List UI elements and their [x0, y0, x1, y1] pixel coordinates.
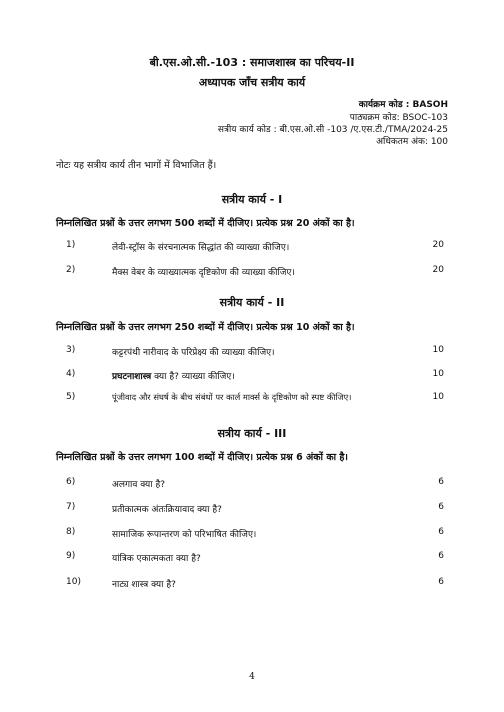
question-text: पूंजीवाद और संघर्ष के बीच संबंधों पर कार्ल मार्क्स के दृष्टिकोण को स्पष्ट कीजिए। — [112, 392, 352, 402]
note-text: नोटः यह सत्रीय कार्य तीन भागों में विभाजित हैं। — [56, 160, 217, 171]
section-instruction: निम्नलिखित प्रश्नों के उत्तर लगभग 100 शब्दों में दीजिए। प्रत्येक प्रश्न 6 अंकों का है। — [56, 452, 349, 463]
question-marks: 6 — [438, 551, 444, 561]
question-marks: 6 — [438, 477, 444, 487]
question-text: नाट्य शास्त्र क्या है? — [112, 580, 176, 590]
question-number: 1) — [66, 240, 76, 250]
question-number: 10) — [66, 577, 81, 587]
question-marks: 6 — [438, 502, 444, 512]
question-text: सामाजिक रूपान्तरण को परिभाषित कीजिए। — [112, 530, 257, 540]
max-marks: अधिकतम अंक: 100 — [376, 137, 448, 147]
question-marks: 20 — [432, 240, 444, 250]
question-number: 5) — [66, 392, 76, 402]
section-instruction: निम्नलिखित प्रश्नों के उत्तर लगभग 250 शब्दों में दीजिए। प्रत्येक प्रश्न 10 अंकों का है। — [56, 322, 355, 333]
question-marks: 6 — [438, 577, 444, 587]
course-code: पाठ्यक्रम कोड: BSOC-103 — [349, 113, 448, 123]
question-number: 7) — [66, 502, 76, 512]
question-keyword: प्रघटनाशास्त्र — [112, 372, 152, 382]
question-marks: 10 — [432, 369, 444, 379]
question-text-rest: क्या है? व्याख्या कीजिए। — [151, 372, 235, 382]
question-number: 9) — [66, 551, 76, 561]
question-text — [112, 369, 235, 382]
question-number: 4) — [66, 369, 76, 379]
question-text: मैक्स वेबर के व्याख्यात्मक दृष्टिकोण की व्याख्या कीजिए। — [112, 268, 295, 278]
question-text: यांत्रिक एकात्मकता क्या है? — [112, 554, 201, 564]
question-number: 6) — [66, 477, 76, 487]
question-number: 2) — [66, 265, 76, 275]
section-instruction: निम्नलिखित प्रश्नों के उत्तर लगभग 500 शब्दों में दीजिए। प्रत्येक प्रश्न 20 अंकों का है। — [56, 218, 355, 229]
assignment-code: सत्रीय कार्य कोड : बी.एस.ओ.सी -103 /ए.एस.टी./TMA/2024-25 — [217, 125, 448, 135]
page-number: 4 — [249, 672, 255, 682]
section-title: सत्रीय कार्य - I — [221, 193, 283, 206]
question-number: 8) — [66, 527, 76, 537]
question-marks: 10 — [432, 392, 444, 402]
question-text: लेवी-स्ट्रॉस के संरचनात्मक सिद्धांत की व्याख्या कीजिए। — [112, 243, 290, 253]
question-marks: 6 — [438, 527, 444, 537]
question-text: कट्टरपंथी नारीवाद के परिप्रेक्ष्य की व्याख्या कीजिए। — [112, 348, 275, 358]
question-number: 3) — [66, 345, 76, 355]
question-marks: 10 — [432, 345, 444, 355]
section-title: सत्रीय कार्य - III — [217, 427, 287, 440]
course-title: बी.एस.ओ.सी.-103 : समाजशास्त्र का परिचय-II — [149, 56, 355, 69]
question-text: अलगाव क्या है? — [112, 480, 166, 490]
question-text: प्रतीकात्मक अंतःक्रियावाद क्या है? — [112, 505, 222, 515]
programme-code: कार्यक्रम कोड : BASOH — [358, 100, 448, 110]
section-title: सत्रीय कार्य - II — [219, 296, 285, 309]
assignment-subtitle: अध्यापक जाँच सत्रीय कार्य — [198, 76, 306, 89]
question-marks: 20 — [432, 265, 444, 275]
